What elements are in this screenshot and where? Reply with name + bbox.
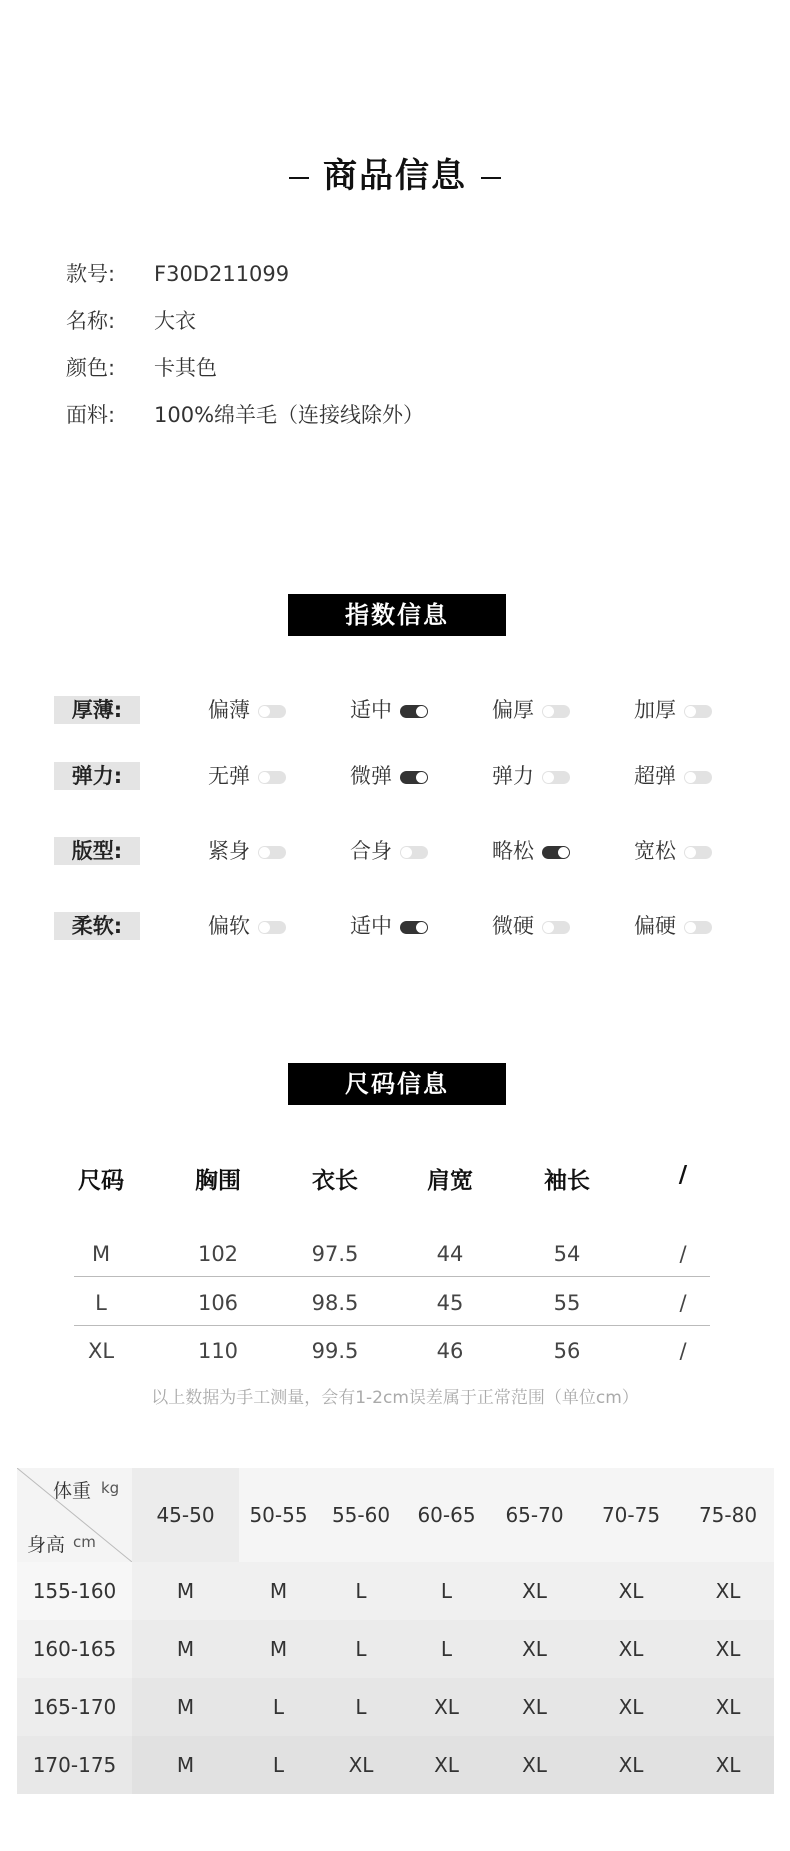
size-table-header: 尺码	[78, 1168, 124, 1194]
size-cell: XL	[522, 1753, 547, 1777]
index-option-label: 微硬	[492, 914, 534, 938]
size-table-cell: /	[679, 1291, 687, 1315]
product-info-title-text: 商品信息	[323, 156, 467, 196]
index-option-label: 略松	[492, 839, 534, 863]
size-cell: XL	[618, 1753, 644, 1777]
info-value: 大衣	[154, 309, 196, 333]
index-option-label: 偏硬	[634, 914, 676, 938]
size-cell: XL	[522, 1637, 547, 1661]
size-table-cell: /	[679, 1339, 687, 1363]
toggle-off-icon	[684, 771, 712, 784]
weight-header-cell: 75-80	[682, 1468, 774, 1562]
info-label: 颜色:	[66, 356, 116, 380]
index-option	[350, 835, 428, 865]
size-table-cell: 55	[553, 1291, 581, 1315]
toggle-on-icon	[400, 921, 428, 934]
size-cell: XL	[715, 1637, 741, 1661]
size-table-cell: 106	[197, 1291, 239, 1315]
size-table-cell: 45	[436, 1291, 464, 1315]
size-cell: XL	[715, 1753, 741, 1777]
size-cell: L	[355, 1637, 367, 1661]
size-cell: XL	[618, 1579, 644, 1603]
index-row-label: 版型:	[54, 837, 140, 865]
weight-header-cell: 65-70	[489, 1468, 580, 1562]
index-option-label: 偏厚	[492, 698, 534, 722]
info-value: 100%绵羊毛（连接线除外）	[154, 403, 425, 427]
size-table-cell: 46	[436, 1339, 464, 1363]
index-option-label: 加厚	[634, 698, 676, 722]
title-dash-left	[289, 177, 309, 179]
corner-weight-label: 体重	[53, 1480, 92, 1502]
size-cell: M	[176, 1637, 195, 1661]
corner-height-unit: cm	[73, 1533, 96, 1551]
toggle-on-icon	[542, 846, 570, 859]
index-option-label: 适中	[350, 914, 392, 938]
toggle-off-icon	[684, 921, 712, 934]
toggle-off-icon	[258, 705, 286, 718]
index-option-label: 偏软	[208, 914, 250, 938]
size-cell: XL	[618, 1695, 644, 1719]
corner-cell	[17, 1468, 132, 1562]
size-cell: XL	[618, 1637, 644, 1661]
index-option	[634, 760, 712, 790]
index-option	[208, 835, 286, 865]
size-cell: XL	[522, 1579, 547, 1603]
size-table-cell: /	[679, 1242, 687, 1266]
index-option	[634, 910, 712, 940]
info-label: 名称:	[66, 309, 116, 333]
toggle-on-icon	[400, 705, 428, 718]
size-table-cell: 44	[436, 1242, 464, 1266]
size-table-cell: L	[95, 1291, 107, 1315]
product-info-title	[0, 148, 790, 197]
size-cell: XL	[715, 1695, 741, 1719]
size-table-cell: 97.5	[311, 1242, 359, 1266]
size-cell: L	[272, 1753, 285, 1777]
index-option-label: 弹力	[492, 764, 534, 788]
size-table-header: /	[678, 1162, 688, 1188]
info-value: 卡其色	[154, 356, 217, 380]
weight-header-cell: 45-50	[132, 1468, 239, 1562]
size-cell: XL	[434, 1753, 459, 1777]
size-cell: L	[440, 1637, 453, 1661]
index-option	[634, 694, 712, 724]
size-cell: XL	[715, 1579, 741, 1603]
recommend-row	[17, 1736, 774, 1794]
recommend-row	[17, 1562, 774, 1620]
size-table-divider	[74, 1276, 710, 1277]
index-row-label: 柔软:	[54, 912, 140, 940]
height-cell: 170-175	[17, 1736, 132, 1794]
index-option	[492, 760, 570, 790]
size-cell: XL	[348, 1753, 374, 1777]
size-table-divider	[74, 1325, 710, 1326]
size-table-cell: 98.5	[311, 1291, 359, 1315]
title-dash-right	[481, 177, 501, 179]
size-cell: L	[355, 1579, 367, 1603]
info-row-name	[66, 305, 196, 335]
toggle-off-icon	[684, 846, 712, 859]
size-cell: M	[176, 1753, 195, 1777]
toggle-off-icon	[542, 771, 570, 784]
index-option	[208, 910, 286, 940]
index-option	[634, 835, 712, 865]
index-option-label: 合身	[350, 839, 392, 863]
info-label: 面料:	[66, 403, 116, 427]
index-option	[350, 910, 428, 940]
corner-weight-unit: kg	[101, 1479, 120, 1497]
size-cell: L	[272, 1695, 285, 1719]
weight-header-cell: 55-60	[318, 1468, 404, 1562]
toggle-off-icon	[542, 921, 570, 934]
size-table-header: 衣长	[312, 1168, 358, 1194]
recommend-row	[17, 1620, 774, 1678]
size-cell: L	[355, 1695, 367, 1719]
index-option	[208, 760, 286, 790]
recommend-row	[17, 1678, 774, 1736]
toggle-on-icon	[400, 771, 428, 784]
height-cell: 165-170	[17, 1678, 132, 1736]
weight-header-cell: 60-65	[404, 1468, 489, 1562]
index-option-label: 偏薄	[208, 698, 250, 722]
index-option	[492, 910, 570, 940]
size-cell: M	[269, 1579, 288, 1603]
index-info-title: 指数信息	[288, 594, 506, 636]
info-row-style-no	[66, 258, 289, 288]
index-row-label: 弹力:	[54, 762, 140, 790]
index-option-label: 宽松	[634, 839, 676, 863]
index-option-label: 适中	[350, 698, 392, 722]
size-table-cell: 99.5	[311, 1339, 359, 1363]
weight-header-cell: 70-75	[580, 1468, 682, 1562]
size-recommend-grid	[17, 1468, 774, 1792]
height-cell: 160-165	[17, 1620, 132, 1678]
size-cell: M	[176, 1579, 195, 1603]
size-table-cell: 54	[553, 1242, 581, 1266]
index-row-label: 厚薄:	[54, 696, 140, 724]
index-option	[492, 694, 570, 724]
index-option	[492, 835, 570, 865]
index-option	[208, 694, 286, 724]
size-table-cell: XL	[87, 1339, 115, 1363]
size-cell: XL	[522, 1695, 547, 1719]
size-table-cell: 110	[197, 1339, 239, 1363]
toggle-off-icon	[400, 846, 428, 859]
info-row-fabric	[66, 399, 424, 429]
index-option-label: 紧身	[208, 839, 250, 863]
index-option	[350, 760, 428, 790]
toggle-off-icon	[258, 846, 286, 859]
size-note: 以上数据为手工测量，会有1-2cm误差属于正常范围（单位cm）	[151, 1388, 639, 1408]
info-value: F30D211099	[154, 262, 290, 286]
size-table-cell: M	[91, 1242, 111, 1266]
corner-height-label: 身高	[27, 1534, 66, 1556]
toggle-off-icon	[258, 771, 286, 784]
index-option	[350, 694, 428, 724]
weight-header-cell: 50-55	[239, 1468, 318, 1562]
index-option-label: 无弹	[208, 764, 250, 788]
size-table-header: 肩宽	[427, 1168, 473, 1194]
info-label: 款号:	[66, 262, 116, 286]
index-option-label: 超弹	[634, 764, 676, 788]
index-option-label: 微弹	[350, 764, 392, 788]
size-cell: M	[269, 1637, 288, 1661]
size-table-header: 袖长	[544, 1168, 590, 1194]
toggle-off-icon	[258, 921, 286, 934]
size-info-title: 尺码信息	[288, 1063, 506, 1105]
size-table-cell: 56	[553, 1339, 581, 1363]
size-table-cell: 102	[197, 1242, 239, 1266]
info-row-color	[66, 352, 217, 382]
toggle-off-icon	[684, 705, 712, 718]
size-cell: L	[440, 1579, 453, 1603]
size-cell: XL	[434, 1695, 459, 1719]
toggle-off-icon	[542, 705, 570, 718]
size-table-header: 胸围	[195, 1168, 241, 1194]
size-cell: M	[176, 1695, 195, 1719]
height-cell: 155-160	[17, 1562, 132, 1620]
